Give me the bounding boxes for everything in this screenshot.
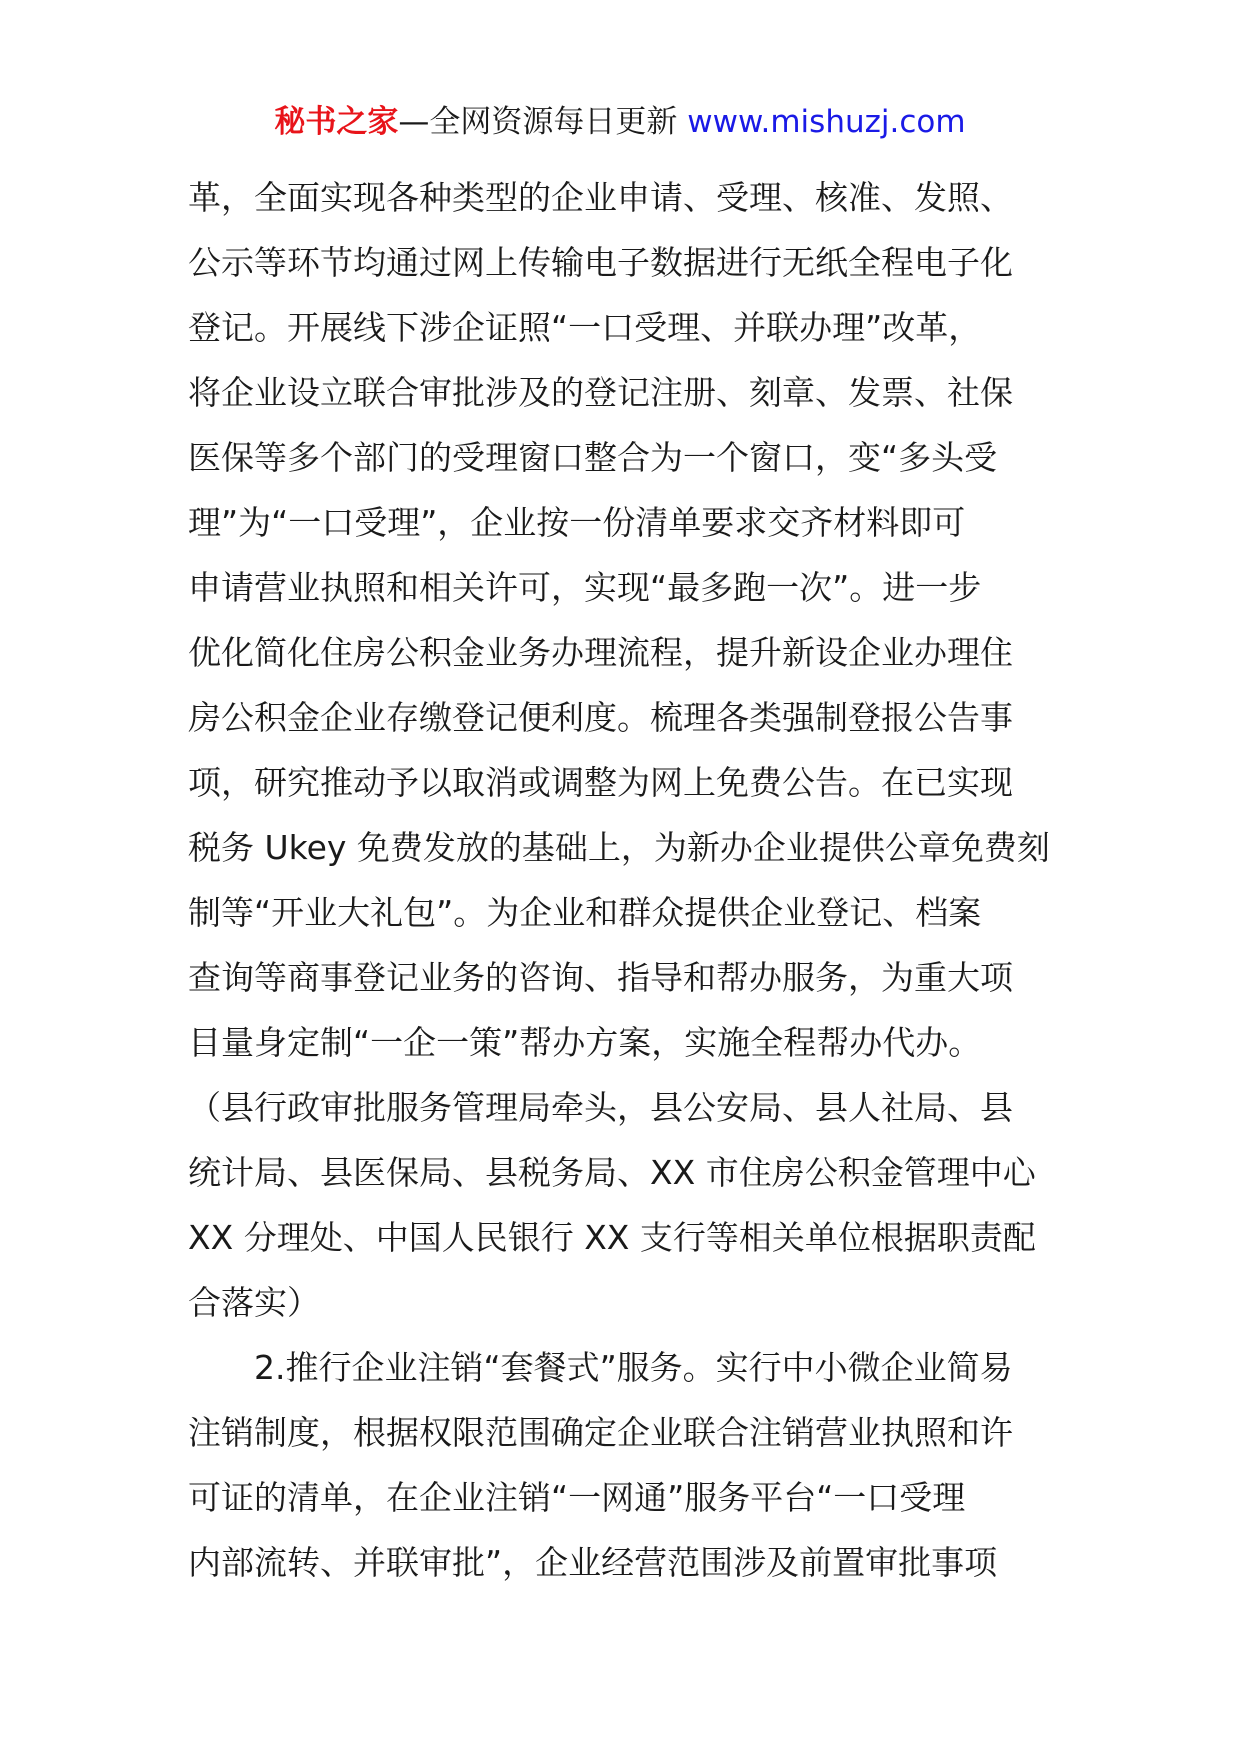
text-line: XX 分理处、中国人民银行 XX 支行等相关单位根据职责配 — [188, 1218, 1036, 1257]
text-line: 医保等多个部门的受理窗口整合为一个窗口，变“多头受 — [188, 438, 998, 477]
text-line: 申请营业执照和相关许可，实现“最多跑一次”。进一步 — [188, 568, 982, 607]
text-line: 统计局、县医保局、县税务局、XX 市住房公积金管理中心 — [188, 1153, 1036, 1192]
text-line: 理”为“一口受理”，企业按一份清单要求交齐材料即可 — [188, 503, 966, 542]
brand-name: 秘书之家 — [274, 104, 399, 140]
text-line: 将企业设立联合审批涉及的登记注册、刻章、发票、社保 — [188, 373, 1013, 412]
document-body — [188, 165, 1056, 1595]
text-line: 税务 Ukey 免费发放的基础上，为新办企业提供公章免费刻 — [188, 828, 1050, 867]
text-line: 项，研究推动予以取消或调整为网上免费公告。在已实现 — [188, 763, 1013, 802]
page-header — [0, 100, 1240, 144]
text-line: 目量身定制“一企一策”帮办方案，实施全程帮办代办。 — [188, 1023, 982, 1062]
text-line: 可证的清单，在企业注销“一网通”服务平台“一口受理 — [188, 1478, 966, 1517]
text-line: 查询等商事登记业务的咨询、指导和帮办服务，为重大项 — [188, 958, 1013, 997]
paragraph-heading-line: 2.推行企业注销“套餐式”服务。实行中小微企业简易 — [254, 1348, 1013, 1387]
text-line: 登记。开展线下涉企证照“一口受理、并联办理”改革， — [188, 308, 982, 347]
text-line: 革，全面实现各种类型的企业申请、受理、核准、发照、 — [188, 178, 1013, 217]
text-line: 内部流转、并联审批”，企业经营范围涉及前置审批事项 — [188, 1543, 998, 1582]
text-line: 优化简化住房公积金业务办理流程，提升新设企业办理住 — [188, 633, 1013, 672]
text-line: 制等“开业大礼包”。为企业和群众提供企业登记、档案 — [188, 893, 982, 932]
site-url-link[interactable]: www.mishuzj.com — [687, 104, 966, 140]
text-line: 合落实） — [188, 1283, 320, 1322]
text-line: 公示等环节均通过网上传输电子数据进行无纸全程电子化 — [188, 243, 1013, 282]
header-tagline: —全网资源每日更新 — [398, 104, 688, 140]
text-line: 房公积金企业存缴登记便利度。梳理各类强制登报公告事 — [188, 698, 1013, 737]
text-line: （县行政审批服务管理局牵头，县公安局、县人社局、县 — [188, 1088, 1013, 1127]
text-line: 注销制度，根据权限范围确定企业联合注销营业执照和许 — [188, 1413, 1013, 1452]
